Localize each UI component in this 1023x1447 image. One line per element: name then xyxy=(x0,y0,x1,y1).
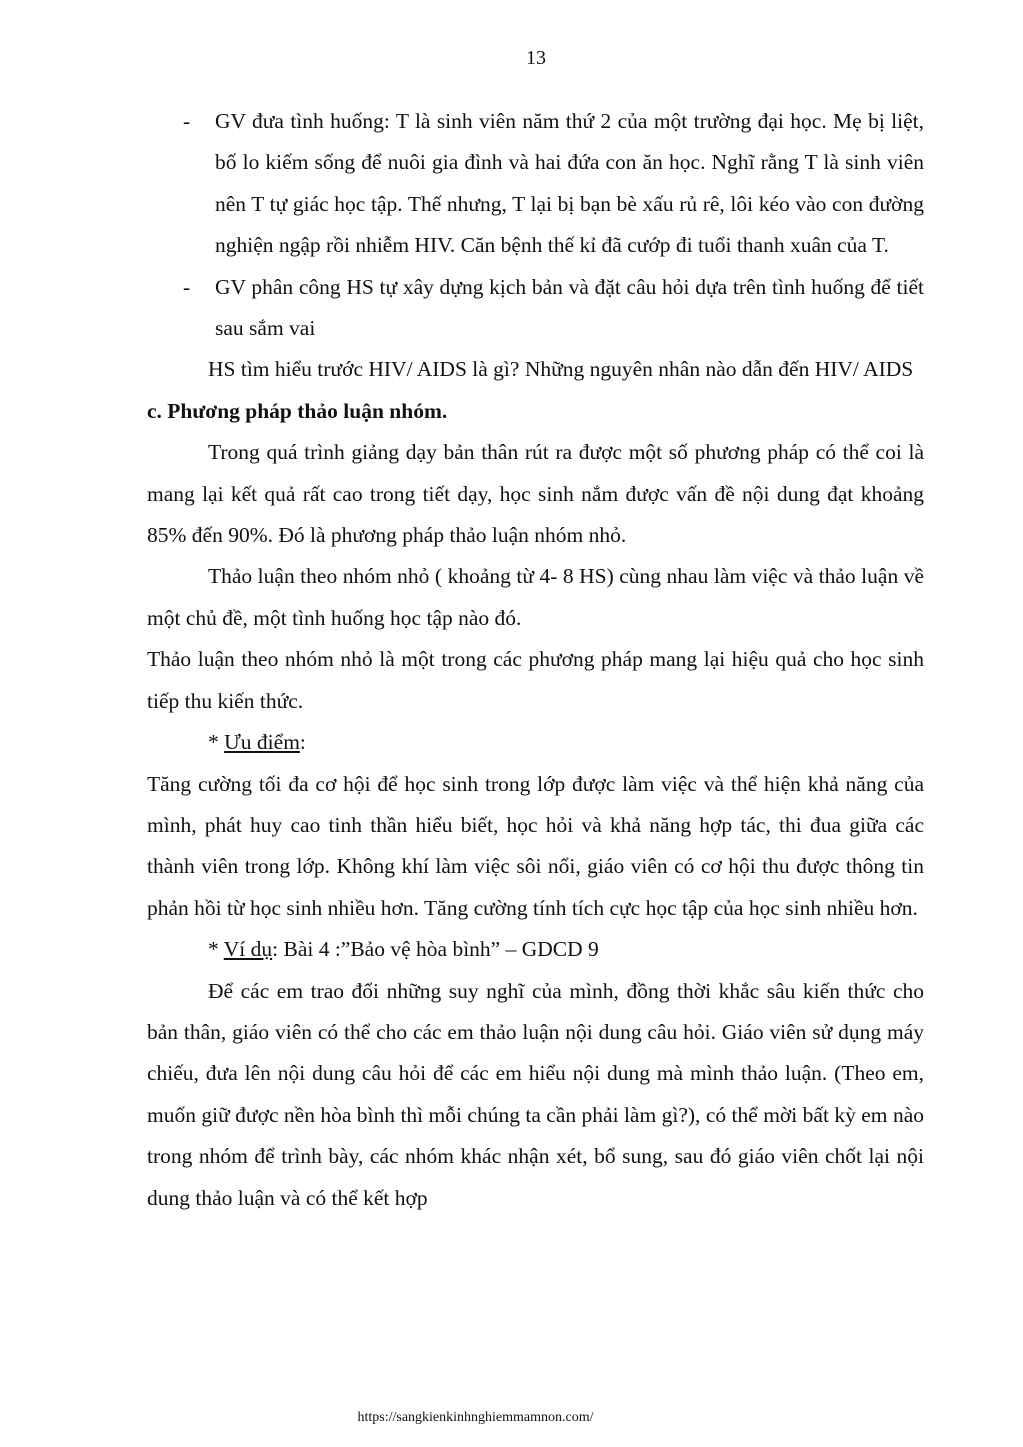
bullet-item xyxy=(147,101,924,267)
advantage-star: * xyxy=(208,730,225,755)
example-heading xyxy=(147,929,924,970)
paragraph-hs-research: HS tìm hiểu trước HIV/ AIDS là gì? Những nguyên nhân nào dẫn đến HIV/ AIDS xyxy=(208,357,914,382)
paragraph-group-effect: Thảo luận theo nhóm nhỏ là một trong các phương pháp mang lại hiệu quả cho học sinh tiếp thu kiến thức. xyxy=(147,647,924,713)
section-heading: c. Phương pháp thảo luận nhóm. xyxy=(147,398,448,423)
advantage-heading xyxy=(147,722,924,763)
bullet-text: GV phân công HS tự xây dựng kịch bản và đặt câu hỏi dựa trên tình huống để tiết sau sắm vai xyxy=(215,274,924,341)
dash-marker: - xyxy=(183,109,191,133)
paragraph-example: Để các em trao đổi những suy nghĩ của mình, đồng thời khắc sâu kiến thức cho bản thân, giáo viên có thể cho các em thảo luận nội dung câu hỏi. Giáo viên sử dụng máy chiếu, đưa lên nội dung câu hỏi để các em hiểu nội dung mà mình thảo luận. (Theo em, muốn giữ được nền hòa bình thì mỗi chúng ta cần phải làm gì?), có thể mời bất kỳ em nào trong nhóm để trình bày, các nhóm khác nhận xét, bổ sung, sau đó giáo viên chốt lại nội dung thảo luận và có thể kết hợp xyxy=(147,978,924,1210)
paragraph-advantage: Tăng cường tối đa cơ hội để học sinh trong lớp được làm việc và thể hiện khả năng của mình, phát huy cao tinh thần hiểu biết, học hỏi và khả năng hợp tác, thi đua giữa các thành viên trong lớp. Không khí làm việc sôi nổi, giáo viên có cơ hội thu được thông tin phản hồi từ học sinh nhiều hơn. Tăng cường tính tích cực học tập của học sinh nhiều hơn. xyxy=(147,771,924,920)
page-number: 13 xyxy=(526,47,546,69)
bullet-item xyxy=(147,267,924,350)
paragraph-method-intro: Trong quá trình giảng dạy bản thân rút ra được một số phương pháp có thể coi là mang lại kết quả rất cao trong tiết dạy, học sinh nắm được vấn đề nội dung đạt khoảng 85% đến 90%. Đó là phương pháp thảo luận nhóm nhỏ. xyxy=(147,440,924,548)
dash-marker: - xyxy=(183,274,191,299)
advantage-suffix: : xyxy=(299,730,306,755)
bullet-text: GV đưa tình huống: T là sinh viên năm thứ 2 của một trường đại học. Mẹ bị liệt, bố lo kiếm sống để nuôi gia đình và hai đứa con ăn học. Nghĩ rằng T là sinh viên nên T tự giác học tập. Thế nhưng, T lại bị bạn bè xấu rủ rê, lôi kéo vào con đường nghiện ngập rồi nhiễm HIV. Căn bệnh thế kỉ đã cướp đi tuổi thanh xuân của T. xyxy=(215,109,924,258)
document-body xyxy=(147,101,924,1219)
example-label: Ví dụ xyxy=(223,937,273,962)
footer-url: https://sangkienkinhnghiemmamnon.com/ xyxy=(357,1410,594,1425)
paragraph-group-definition: Thảo luận theo nhóm nhỏ ( khoảng từ 4- 8 HS) cùng nhau làm việc và thảo luận về một chủ đề, một tình huống học tập nào đó. xyxy=(147,564,924,630)
example-suffix: : Bài 4 :”Bảo vệ hòa bình” – GDCD 9 xyxy=(272,937,599,962)
advantage-label: Ưu điểm xyxy=(224,730,300,755)
example-star: * xyxy=(208,937,224,962)
